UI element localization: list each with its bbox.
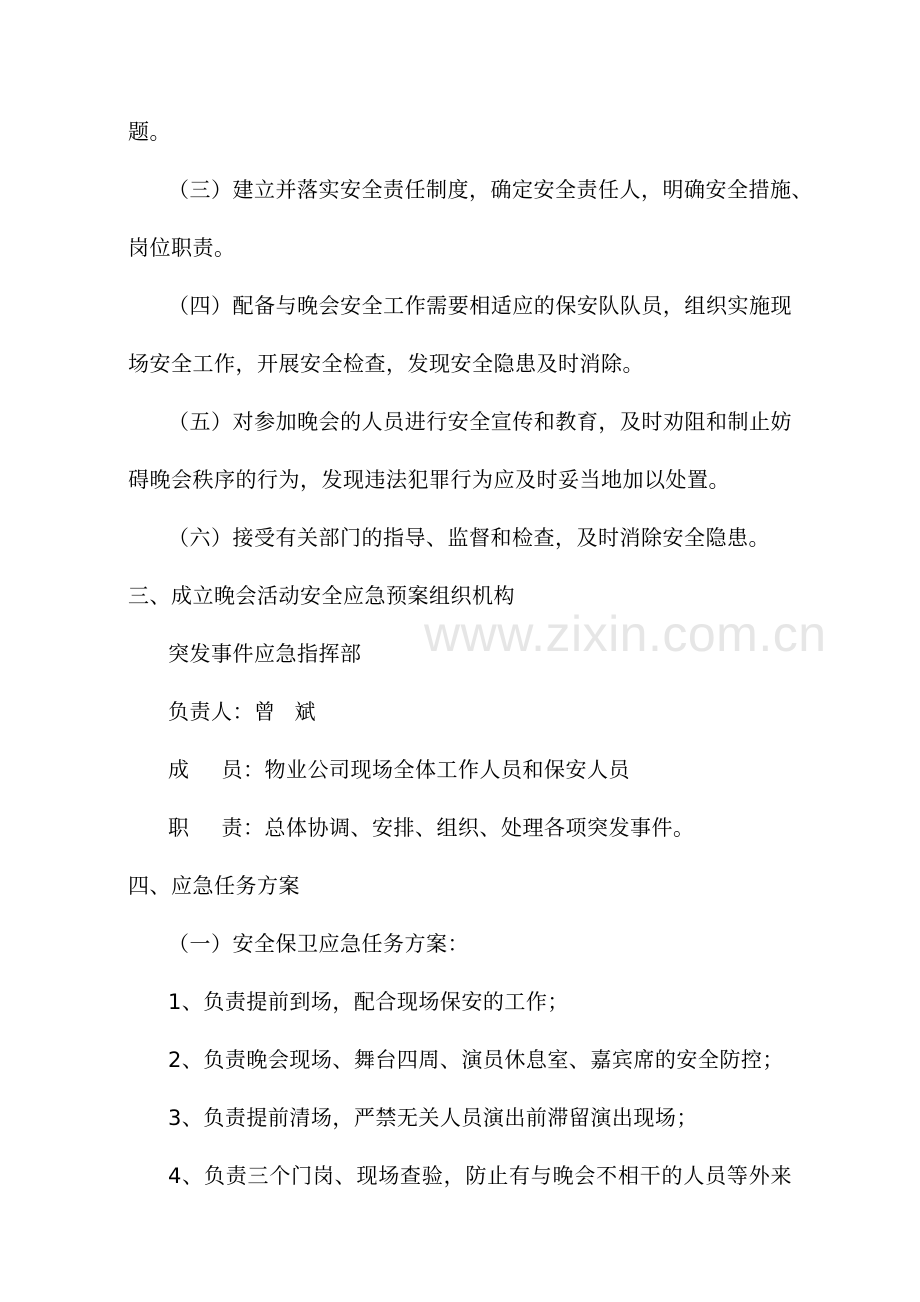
section-heading: 三、成立晚会活动安全应急预案组织机构 (128, 584, 515, 608)
subheading: （一）安全保卫应急任务方案： (168, 932, 469, 956)
paragraph-line: （四）配备与晚会安全工作需要相适应的保安队队员，组织实施现 (168, 294, 792, 318)
section-heading: 四、应急任务方案 (128, 874, 300, 898)
members-text: 员：物业公司现场全体工作人员和保安人员 (221, 758, 630, 782)
paragraph-line: （五）对参加晚会的人员进行安全宣传和教育，及时劝阻和制止妨 (168, 410, 792, 434)
members-label-char: 成 (168, 758, 190, 782)
person-in-charge-name: 斌 (294, 700, 316, 724)
list-item: 1、负责提前到场，配合现场保安的工作； (168, 990, 569, 1014)
duties-label-char: 职 (168, 816, 190, 840)
paragraph-line: 场安全工作，开展安全检查，发现安全隐患及时消除。 (128, 352, 644, 376)
duties-text: 责：总体协调、安排、组织、处理各项突发事件。 (221, 816, 695, 840)
members-line (168, 756, 630, 784)
person-in-charge-label: 负责人：曾 (168, 700, 276, 724)
paragraph-line: 碍晚会秩序的行为，发现违法犯罪行为应及时妥当地加以处置。 (128, 468, 730, 492)
subheading: 突发事件应急指挥部 (168, 642, 362, 666)
list-item: 4、负责三个门岗、现场查验，防止有与晚会不相干的人员等外来 (168, 1164, 792, 1188)
paragraph-line: （六）接受有关部门的指导、监督和检查，及时消除安全隐患。 (168, 526, 770, 550)
paragraph-line: 岗位职责。 (128, 236, 236, 260)
duties-line (168, 814, 695, 842)
paragraph-line: 题。 (128, 120, 171, 144)
list-item: 2、负责晚会现场、舞台四周、演员休息室、嘉宾席的安全防控； (168, 1048, 784, 1072)
paragraph-line: （三）建立并落实安全责任制度，确定安全责任人，明确安全措施、 (168, 178, 813, 202)
person-in-charge (168, 698, 316, 726)
watermark: www.zixin.com.cn (424, 606, 827, 662)
list-item: 3、负责提前清场，严禁无关人员演出前滞留演出现场； (168, 1106, 698, 1130)
